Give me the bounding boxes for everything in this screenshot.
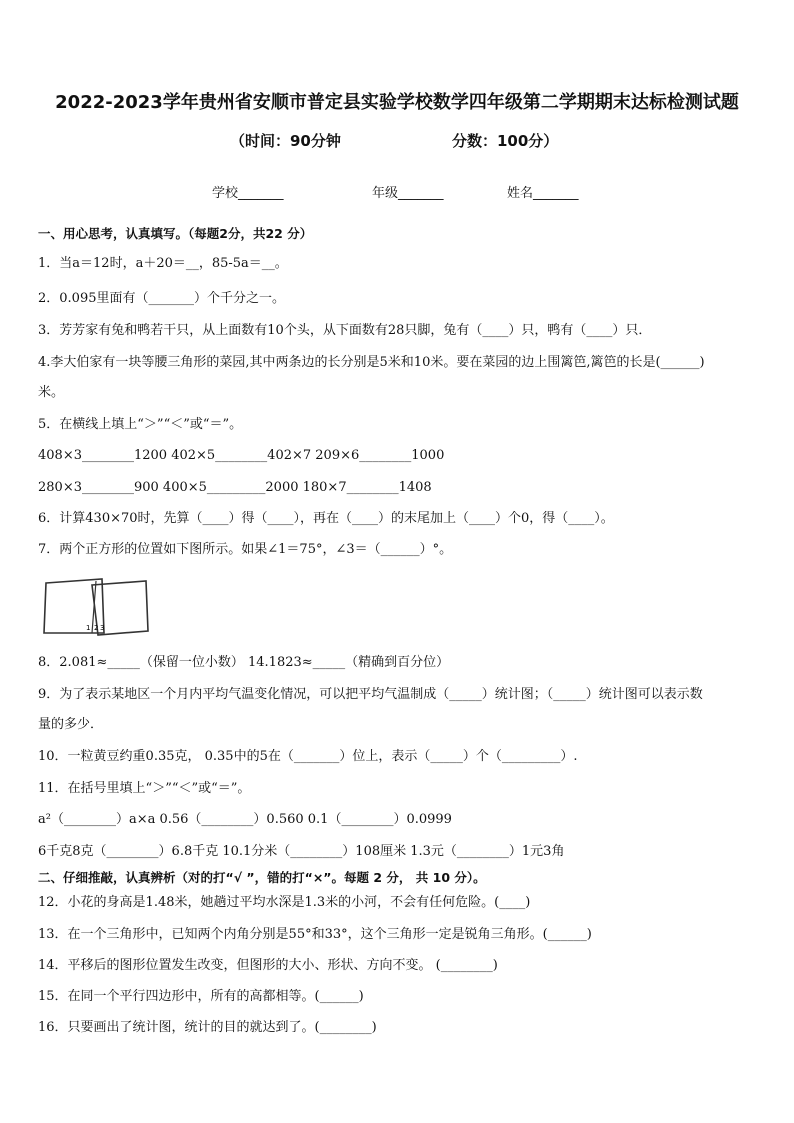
question-3: 3．芳芳家有兔和鸭若干只，从上面数有10个头，从下面数有28只脚，兔有（____）只，鸭有（____）只． (38, 323, 652, 338)
question-8: 8．2.081≈_____（保留一位小数） 14.1823≈_____（精确到百分位） (38, 655, 450, 670)
question-1: 1．当a＝12时，a＋20＝__，85-5a＝__。 (38, 256, 288, 271)
section-2-heading: 二、仔细推敲，认真辨析（对的打“√ ”，错的打“×”。每题 2 分， 共 10 分）。 (38, 870, 486, 885)
question-4-line1: 4.李大伯家有一块等腰三角形的菜园,其中两条边的长分别是5米和10米。要在菜园的边上围篱笆,篱笆的长是(______) (38, 355, 705, 370)
question-11: 11．在括号里填上“＞”“＜”或“＝”。 (38, 781, 251, 796)
question-9-line1: 9．为了表示某地区一个月内平均气温变化情况，可以把平均气温制成（_____）统计图；（_____）统计图可以表示数 (38, 687, 703, 702)
angle-3-label: 3 (100, 624, 105, 632)
exam-score: 分数：100分） (452, 132, 559, 150)
question-15: 15．在同一个平行四边形中，所有的高都相等。(______) (38, 989, 364, 1004)
question-5-row1: 408×3________1200 402×5________402×7 209×6________1000 (38, 448, 445, 463)
question-5: 5．在横线上填上“＞”“＜”或“＝”。 (38, 417, 243, 432)
page-title: 2022-2023学年贵州省安顺市普定县实验学校数学四年级第二学期期末达标检测试题 (55, 92, 739, 113)
question-11-row1: a²（________）a×a 0.56（________）0.560 0.1（________）0.0999 (38, 812, 452, 827)
question-16: 16．只要画出了统计图，统计的目的就达到了。(________) (38, 1020, 377, 1035)
name-field: 姓名_______ (507, 186, 579, 201)
section-1-heading: 一、用心思考，认真填写。（每题2分，共22 分） (38, 226, 313, 241)
question-5-row2: 280×3________900 400×5_________2000 180×7________1408 (38, 480, 432, 495)
question-9-line2: 量的多少． (38, 717, 104, 732)
grade-field: 年级_______ (372, 186, 444, 201)
question-13: 13．在一个三角形中，已知两个内角分别是55°和33°，这个三角形一定是锐角三角形。(______) (38, 927, 592, 942)
question-10: 10．一粒黄豆约重0.35克， 0.35中的5在（_______）位上，表示（_____）个（_________）. (38, 749, 578, 764)
question-7: 7．两个正方形的位置如下图所示。如果∠1＝75°，∠3＝（______）°。 (38, 542, 453, 557)
angle-2-label: 2 (94, 624, 99, 632)
school-field: 学校_______ (212, 186, 284, 201)
question-6: 6．计算430×70时，先算（____）得（____），再在（____）的末尾加上（____）个0，得（____）。 (38, 511, 614, 526)
exam-time: （时间：90分钟 (230, 132, 341, 150)
question-14: 14．平移后的图形位置发生改变，但图形的大小、形状、方向不变。 (________) (38, 958, 498, 973)
two-squares-figure (40, 575, 150, 637)
question-2: 2．0.095里面有（_______）个千分之一。 (38, 291, 285, 306)
angle-1-label: 1 (86, 624, 91, 632)
question-12: 12．小花的身高是1.48米，她趟过平均水深是1.3米的小河，不会有任何危险。(____) (38, 895, 531, 910)
question-4-line2: 米。 (38, 385, 65, 400)
question-11-row2: 6千克8克（________）6.8千克 10.1分米（________）108厘米 1.3元（________）1元3角 (38, 844, 565, 859)
